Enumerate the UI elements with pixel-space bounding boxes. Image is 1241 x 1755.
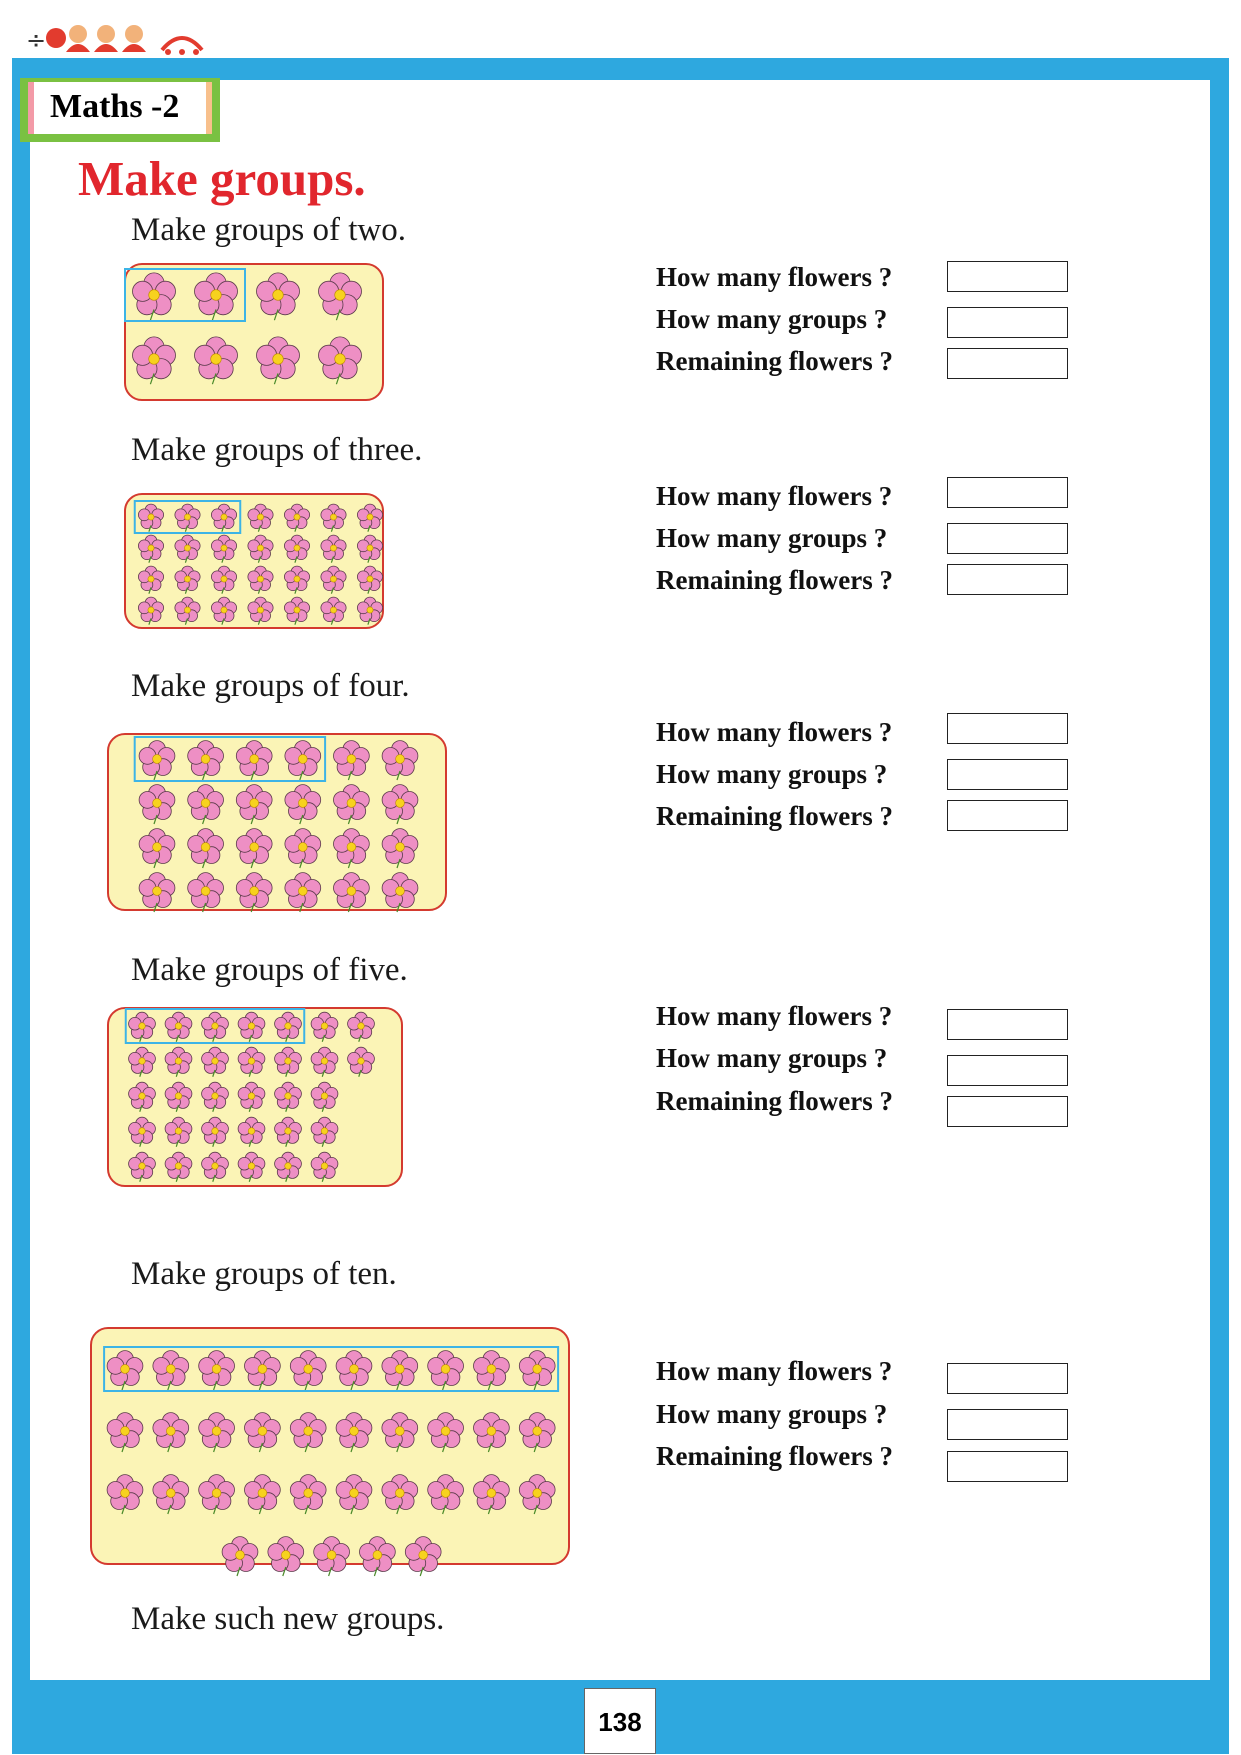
flower-icon <box>245 1413 281 1452</box>
footer-instruction: Make such new groups. <box>131 1601 445 1637</box>
flower-icon <box>129 1047 156 1077</box>
flower-icon <box>275 1152 302 1182</box>
flower-panel-four <box>107 733 447 911</box>
flower-panel-ten <box>90 1327 570 1565</box>
flower-icon <box>275 1082 302 1112</box>
flower-icon <box>428 1413 464 1452</box>
answer-box-remaining[interactable] <box>947 1096 1068 1127</box>
flower-icon <box>153 1413 189 1452</box>
flower-icon <box>139 741 175 780</box>
flower-icon <box>195 273 238 320</box>
flower-icon <box>165 1047 192 1077</box>
flower-icon <box>285 741 321 780</box>
question-how-many-groups: How many groups ? <box>656 1399 888 1429</box>
flower-icon <box>236 873 272 912</box>
flower-icon <box>175 597 200 625</box>
answer-box-flowers[interactable] <box>947 1009 1068 1040</box>
flower-icon <box>321 597 346 625</box>
flower-grid <box>109 735 449 913</box>
flower-icon <box>199 1413 235 1452</box>
flower-icon <box>107 1475 143 1514</box>
flower-icon <box>199 1475 235 1514</box>
flower-icon <box>236 829 272 868</box>
flower-icon <box>336 1475 372 1514</box>
flower-icon <box>248 535 273 563</box>
flower-icon <box>334 829 370 868</box>
question-remaining-flowers: Remaining flowers ? <box>656 565 893 595</box>
flower-icon <box>202 1012 229 1042</box>
flower-icon <box>311 1082 338 1112</box>
flower-icon <box>284 597 309 625</box>
flower-icon <box>311 1047 338 1077</box>
flower-icon <box>175 535 200 563</box>
flower-icon <box>153 1475 189 1514</box>
flower-icon <box>382 1413 418 1452</box>
flower-icon <box>357 535 382 563</box>
flower-icon <box>199 1351 235 1390</box>
flower-icon <box>236 741 272 780</box>
chapter-tab <box>20 78 220 142</box>
flower-icon <box>236 785 272 824</box>
flower-grid <box>126 495 386 631</box>
answer-box-groups[interactable] <box>947 307 1068 338</box>
page-number: 138 <box>584 1688 656 1754</box>
svg-text:÷: ÷ <box>26 26 47 54</box>
flower-icon <box>275 1117 302 1147</box>
flower-icon <box>275 1047 302 1077</box>
flower-icon <box>138 597 163 625</box>
flower-icon <box>238 1152 265 1182</box>
flower-icon <box>290 1413 326 1452</box>
flower-icon <box>357 597 382 625</box>
flower-icon <box>319 273 362 320</box>
flower-grid <box>109 1009 405 1189</box>
flower-icon <box>290 1475 326 1514</box>
flower-icon <box>519 1475 555 1514</box>
flower-icon <box>474 1351 510 1390</box>
flower-icon <box>382 1351 418 1390</box>
flower-icon <box>211 566 236 594</box>
flower-icon <box>139 829 175 868</box>
flower-icon <box>165 1012 192 1042</box>
flower-icon <box>382 1475 418 1514</box>
flower-icon <box>195 337 238 384</box>
flower-icon <box>257 273 300 320</box>
flower-icon <box>357 504 382 532</box>
flower-icon <box>348 1012 375 1042</box>
flower-icon <box>285 785 321 824</box>
flower-icon <box>336 1413 372 1452</box>
flower-icon <box>129 1152 156 1182</box>
answer-box-flowers[interactable] <box>947 261 1068 292</box>
flower-icon <box>238 1117 265 1147</box>
flower-icon <box>188 785 224 824</box>
flower-icon <box>245 1351 281 1390</box>
instruction-groups-of-two: Make groups of two. <box>131 212 406 248</box>
flower-icon <box>275 1012 302 1042</box>
question-how-many-flowers: How many flowers ? <box>656 481 893 511</box>
flower-icon <box>238 1082 265 1112</box>
answer-box-remaining[interactable] <box>947 800 1068 831</box>
question-remaining-flowers: Remaining flowers ? <box>656 801 893 831</box>
flower-icon <box>285 873 321 912</box>
flower-icon <box>129 1012 156 1042</box>
flower-icon <box>321 504 346 532</box>
flower-icon <box>211 504 236 532</box>
flower-panel-two <box>124 263 384 401</box>
answer-box-remaining[interactable] <box>947 1451 1068 1482</box>
answer-box-flowers[interactable] <box>947 713 1068 744</box>
flower-icon <box>321 566 346 594</box>
flower-icon <box>202 1047 229 1077</box>
flower-icon <box>311 1117 338 1147</box>
flower-icon <box>133 273 176 320</box>
flower-icon <box>165 1152 192 1182</box>
question-remaining-flowers: Remaining flowers ? <box>656 346 893 376</box>
chapter-label: Maths -2 <box>50 88 180 125</box>
answer-box-groups[interactable] <box>947 523 1068 554</box>
flower-icon <box>188 741 224 780</box>
flower-icon <box>319 337 362 384</box>
flower-grid <box>92 1329 572 1567</box>
flower-icon <box>284 504 309 532</box>
answer-box-flowers[interactable] <box>947 477 1068 508</box>
flower-icon <box>519 1351 555 1390</box>
instruction-groups-of-four: Make groups of four. <box>131 668 410 704</box>
flower-icon <box>257 337 300 384</box>
question-how-many-groups: How many groups ? <box>656 1043 888 1073</box>
flower-icon <box>211 535 236 563</box>
flower-icon <box>284 566 309 594</box>
flower-icon <box>165 1082 192 1112</box>
flower-icon <box>202 1152 229 1182</box>
flower-panel-three <box>124 493 384 629</box>
instruction-groups-of-three: Make groups of three. <box>131 432 423 468</box>
answer-box-remaining[interactable] <box>947 348 1068 379</box>
flower-icon <box>153 1351 189 1390</box>
flower-icon <box>188 873 224 912</box>
page-title: Make groups. <box>78 151 366 206</box>
answer-box-groups[interactable] <box>947 1055 1068 1086</box>
flower-icon <box>382 873 418 912</box>
instruction-groups-of-five: Make groups of five. <box>131 952 408 988</box>
question-how-many-groups: How many groups ? <box>656 523 888 553</box>
flower-icon <box>245 1475 281 1514</box>
question-how-many-groups: How many groups ? <box>656 304 888 334</box>
flower-icon <box>285 829 321 868</box>
flower-icon <box>290 1351 326 1390</box>
flower-icon <box>129 1117 156 1147</box>
flower-icon <box>474 1413 510 1452</box>
flower-icon <box>133 337 176 384</box>
flower-icon <box>129 1082 156 1112</box>
instruction-groups-of-ten: Make groups of ten. <box>131 1256 397 1292</box>
question-how-many-flowers: How many flowers ? <box>656 1356 893 1386</box>
flower-icon <box>382 741 418 780</box>
flower-icon <box>188 829 224 868</box>
question-how-many-flowers: How many flowers ? <box>656 262 893 292</box>
answer-box-groups[interactable] <box>947 759 1068 790</box>
flower-icon <box>107 1351 143 1390</box>
chapter-tab-inner <box>28 82 212 134</box>
flower-icon <box>107 1413 143 1452</box>
flower-icon <box>139 785 175 824</box>
flower-icon <box>336 1351 372 1390</box>
flower-grid <box>126 265 386 403</box>
flower-icon <box>238 1047 265 1077</box>
flower-icon <box>248 504 273 532</box>
flower-icon <box>382 785 418 824</box>
flower-icon <box>139 873 175 912</box>
flower-icon <box>202 1117 229 1147</box>
flower-icon <box>474 1475 510 1514</box>
answer-box-remaining[interactable] <box>947 564 1068 595</box>
flower-icon <box>138 566 163 594</box>
flower-icon <box>284 535 309 563</box>
flower-icon <box>428 1475 464 1514</box>
flower-icon <box>202 1082 229 1112</box>
flower-icon <box>334 741 370 780</box>
flower-icon <box>348 1047 375 1077</box>
answer-box-groups[interactable] <box>947 1409 1068 1440</box>
flower-icon <box>248 566 273 594</box>
flower-icon <box>138 535 163 563</box>
flower-icon <box>165 1117 192 1147</box>
flower-icon <box>382 829 418 868</box>
flower-icon <box>248 597 273 625</box>
question-how-many-flowers: How many flowers ? <box>656 1001 893 1031</box>
flower-icon <box>357 566 382 594</box>
flower-icon <box>321 535 346 563</box>
header-logo <box>22 12 252 62</box>
flower-icon <box>311 1012 338 1042</box>
flower-icon <box>138 504 163 532</box>
flower-icon <box>519 1413 555 1452</box>
question-remaining-flowers: Remaining flowers ? <box>656 1086 893 1116</box>
flower-icon <box>175 504 200 532</box>
flower-icon <box>334 873 370 912</box>
flower-icon <box>334 785 370 824</box>
flower-icon <box>211 597 236 625</box>
question-remaining-flowers: Remaining flowers ? <box>656 1441 893 1471</box>
flower-icon <box>428 1351 464 1390</box>
answer-box-flowers[interactable] <box>947 1363 1068 1394</box>
flower-panel-five <box>107 1007 403 1187</box>
flower-icon <box>175 566 200 594</box>
question-how-many-groups: How many groups ? <box>656 759 888 789</box>
flower-icon <box>311 1152 338 1182</box>
flower-icon <box>238 1012 265 1042</box>
question-how-many-flowers: How many flowers ? <box>656 717 893 747</box>
